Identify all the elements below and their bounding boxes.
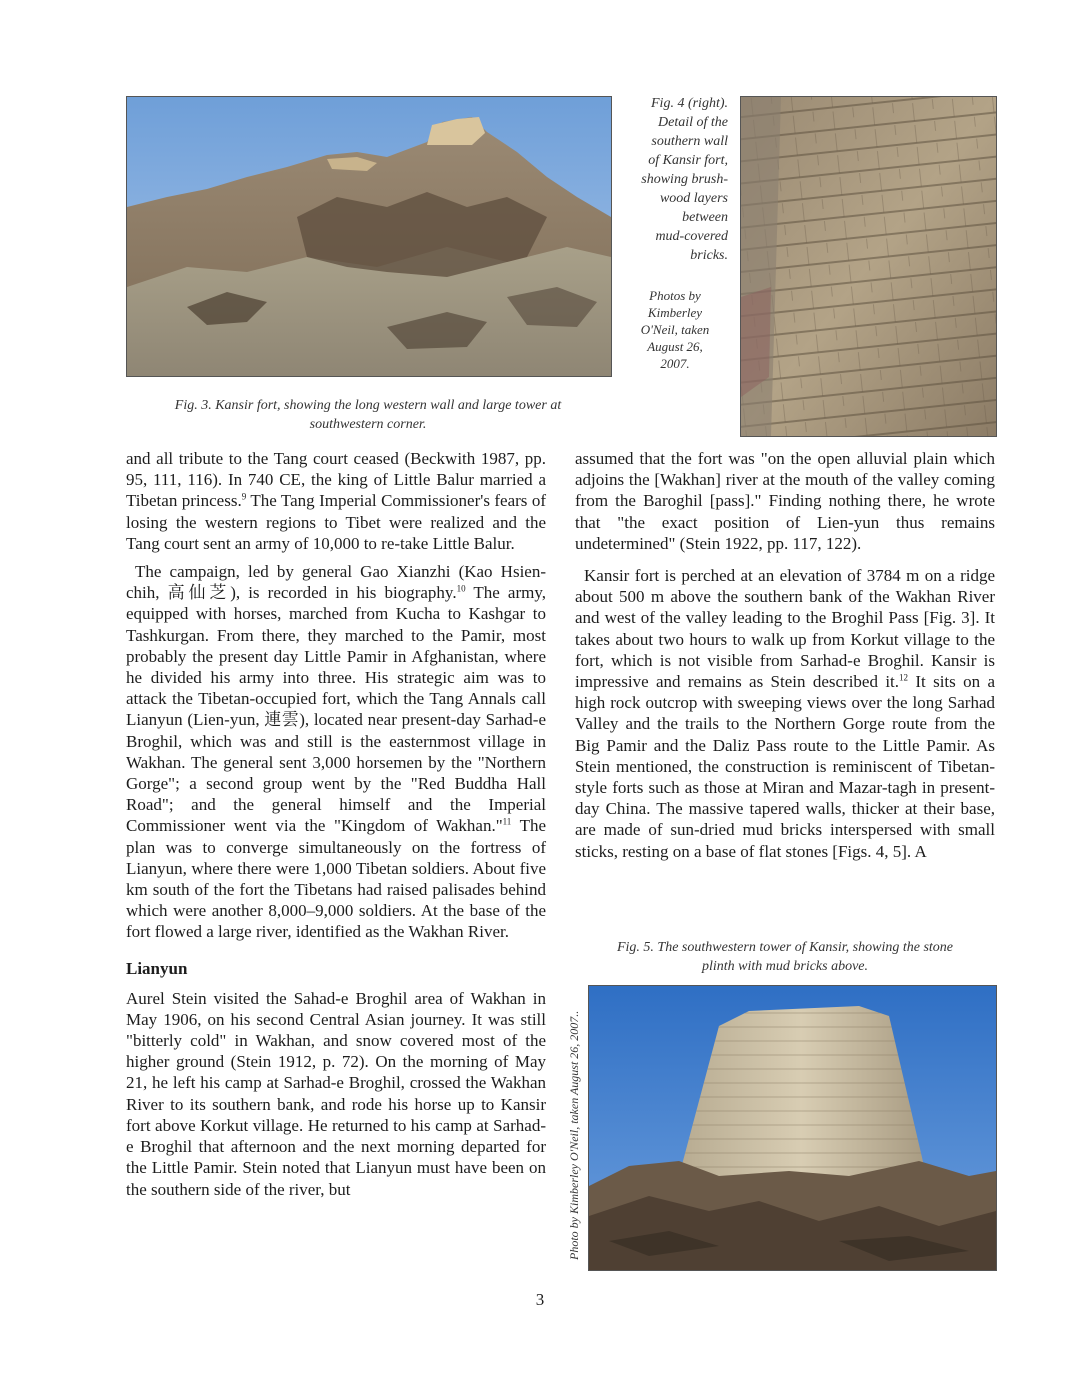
- fig4-credit-line: 2007.: [660, 356, 690, 371]
- section-heading: Lianyun: [126, 958, 188, 978]
- fig4-credit-line: August 26,: [647, 339, 703, 354]
- paragraph: Aurel Stein visited the Sahad-e Broghil area of Wakhan in May 1906, on his second Central Asian journey. It was still "bitterly cold" in Wakhan, and snow covered most of the higher ground (Stein 1912, p. 72). On the morning of May 21, he left his camp at Sarhad-e Broghil, crossed the Wakhan River to its southern bank, and rode his horse up to Kansir fort above Korkut village. He returned to his camp at Sarhad-e Broghil that afternoon and the next morning departed for the Little Pamir. Stein noted that Lianyun must have been on the southern side of the river, but: [126, 988, 546, 1199]
- fig4-caption-line: showing brush-: [641, 172, 728, 187]
- fig3-caption-line-1: Fig. 3. Kansir fort, showing the long western wall and large tower at: [174, 398, 562, 413]
- fig4-caption-line: of Kansir fort,: [648, 153, 728, 168]
- footnote-ref: 9: [241, 491, 247, 502]
- fig4-caption-line: Fig. 4 (right).: [651, 96, 728, 111]
- paragraph: Kansir fort is perched at an elevation of 3784 m on a ridge about 500 m above the southern bank of the Wakhan River and west of the valley leading to the Broghil Pass [Fig. 3]. It takes about two hours to walk up from Korkut village to the fort, which is not visible from Sarhad-e Broghil. Kansir is impressive and remains as Stein described it.$^{12}$ It sits on a high rock outcrop with sweeping views over the long Sarhad Valley and the trails to the Northern Gorge route from the Big Pamir and the Daliz Pass route to the Little Pamir. As Stein mentioned, the construction is reminiscent of Tibetan-style forts such as those at Miran and Mazar-tagh in present-day China. The massive tapered walls, thicker at their base, are made of sun-dried mud bricks interspersed with small sticks, resting on a base of flat stones [Figs. 4, 5]. A: [575, 566, 995, 861]
- fig4-caption-line: wood layers: [659, 191, 728, 206]
- fig4-credit-line: Photos by: [649, 288, 701, 303]
- paragraph: assumed that the fort was "on the open alluvial plain which adjoins the [Wakhan] river at the mouth of the valley coming from the Baroghil [pass]." Finding nothing there, he wrote that "the exact position of Lien-yun thus remains undetermined" (Stein 1922, pp. 117, 122).: [575, 449, 995, 553]
- fig4-caption-line: Detail of the: [658, 115, 728, 130]
- fig5-caption: [575, 938, 995, 976]
- fig4-caption-line: bricks.: [690, 248, 728, 263]
- fig4-photo-credit: [618, 287, 732, 372]
- fig4-credit-line: O'Neil, taken: [640, 322, 710, 337]
- fig3-caption-line-2: southwestern corner.: [309, 417, 427, 432]
- fig4-photo: [740, 96, 997, 437]
- fig4-credit-line: Kimberley: [647, 305, 703, 320]
- footnote-ref: 11: [502, 816, 512, 827]
- fig4-caption: [600, 94, 728, 265]
- paragraph: and all tribute to the Tang court ceased (Beckwith 1987, pp. 95, 111, 116). In 740 CE, the king of Little Balur married a Tibetan princess.$^9$ The Tang Imperial Commissioner's fears of losing the western regions to Tibet were realized and the Tang court sent an army of 10,000 to re-take Little Balur.: [126, 449, 546, 553]
- fig5-caption-line-1: Fig. 5. The southwestern tower of Kansir, showing the stone: [616, 940, 953, 955]
- right-column: [575, 448, 995, 862]
- page-number: 3: [535, 1290, 545, 1309]
- footnote-ref: 10: [456, 583, 466, 594]
- fig5-photo: [588, 985, 997, 1271]
- fig5-caption-line-2: plinth with mud bricks above.: [701, 959, 869, 974]
- fig5-photo-credit: Photo by Kimberley O'Neil, taken August 26, 2007..: [567, 1010, 581, 1260]
- footnote-ref: 12: [899, 672, 909, 683]
- fig3-photo: [126, 96, 612, 377]
- left-column: [126, 448, 546, 1200]
- paragraph: The campaign, led by general Gao Xianzhi (Kao Hsien-chih, 高仙芝), is recorded in his biography.$^{10}$ The army, equipped with horses, marched from Kucha to Kashgar to Tashkurgan. From there, they marched to the Pamir, most probably the present day Little Pamir in Afghanistan, where he divided his army into three. His strategic aim was to attack the Tibetan-occupied fort, which the Tang Annals call Lianyun (Lien-yun, 連雲), located near present-day Sarhad-e Broghil, which was and still is the easternmost village in Wakhan. The general sent 3,000 horsemen by the "Northern Gorge"; a second group went by the "Red Buddha Hall Road"; and the general himself and the Imperial Commissioner went via the "Kingdom of Wakhan."$^{11}$ The plan was to converge simultaneously on the fortress of Lianyun, where there were 1,000 Tibetan soldiers. About five km south of the fort the Tibetans had raised palisades behind which were another 8,000–9,000 soldiers. At the base of the fort flowed a large river, identified as the Wakhan River.: [126, 562, 547, 942]
- fig4-caption-line: between: [682, 210, 728, 225]
- fig4-caption-line: mud-covered: [655, 229, 728, 244]
- fig3-caption: [126, 396, 610, 434]
- fig4-caption-line: southern wall: [651, 134, 728, 149]
